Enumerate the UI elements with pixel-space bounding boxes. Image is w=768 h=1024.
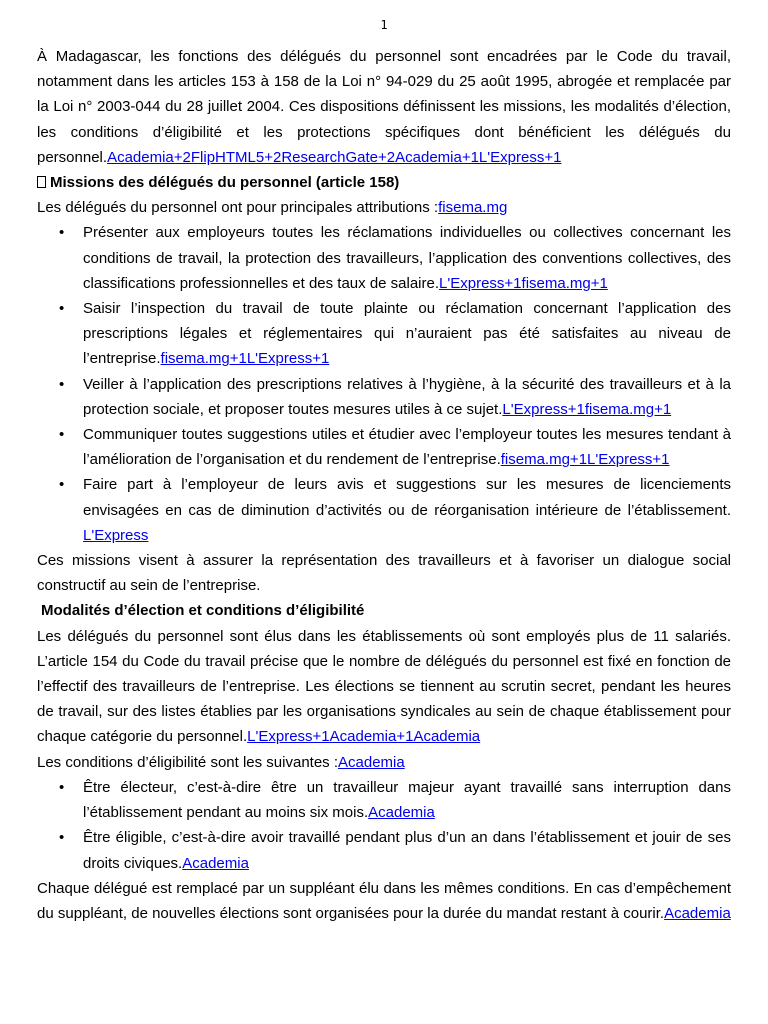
source-link[interactable]: L'Express+1fisema.mg+1 [502,400,672,418]
election-source-link[interactable]: L'Express+1Academia+1Academia [247,728,481,746]
list-item: • Faire part à l’employeur de leurs avis et suggestions sur les mesures de licenciements envisagées en cas de diminution d’activités ou de réorganisation intérieure de l’établissement. L'Express [83,472,731,548]
document-body [37,44,731,926]
source-link[interactable]: Academia [182,854,249,872]
conditions-lead-link[interactable]: Academia [338,753,405,771]
replacement-source-link[interactable]: Academia [664,904,731,922]
source-link[interactable]: fisema.mg+1L'Express+1 [160,350,330,368]
list-item: • Être éligible, c’est-à-dire avoir travaillé pendant plus d’un an dans l’établissement et jouir de ses droits civiques.Academia [83,825,731,875]
source-link[interactable]: fisema.mg+1L'Express+1 [500,451,670,469]
conditions-list [37,775,731,876]
missions-closing: Ces missions visent à assurer la représentation des travailleurs et à favoriser un dialogue social constructif au sein de l’entreprise. [37,552,731,595]
list-item: • Être électeur, c’est-à-dire être un travailleur majeur ayant travaillé sans interruption dans l’établissement pendant au moins six mois.Academia [83,775,731,825]
conditions-lead: Les conditions d’éligibilité sont les suivantes :Academia [37,753,405,771]
list-item: • Saisir l’inspection du travail de toute plainte ou réclamation concernant l’application des prescriptions légales et réglementaires qui n’auraient pas été satisfaites au niveau de l’entreprise.fisema.mg+1L'Express+1 [83,296,731,372]
list-item: • Communiquer toutes suggestions utiles et étudier avec l’employeur toutes les mesures tendant à l’amélioration de l’organisation et du rendement de l’entreprise.fisema.mg+1L'Express+1 [83,422,731,472]
missions-list [37,220,731,548]
missions-heading: Missions des délégués du personnel (article 158) [37,170,731,195]
source-link[interactable]: L'Express+1fisema.mg+1 [439,274,608,292]
list-item: • Veiller à l’application des prescriptions relatives à l’hygiène, à la sécurité des travailleurs et à la protection sociale, et proposer toutes mesures utiles à ce sujet.L'Express+1fisema.mg+1 [83,372,731,422]
missions-lead-link[interactable]: fisema.mg [438,199,508,217]
source-link[interactable]: Academia [368,804,435,822]
page-number: 1 [380,18,388,32]
missions-lead: Les délégués du personnel ont pour principales attributions :fisema.mg [37,199,508,217]
missing-glyph-icon [37,176,46,188]
list-item: • Présenter aux employeurs toutes les réclamations individuelles ou collectives concernant les conditions de travail, la protection des travailleurs, l’application des conventions collectives, des classifications professionnelles et des taux de salaire.L'Express+1fisema.mg+1 [83,220,731,296]
intro-paragraph: À Madagascar, les fonctions des délégués du personnel sont encadrées par le Code du travail, notamment dans les articles 153 à 158 de la Loi n° 94-029 du 25 août 1995, abrogée et remplacée par la Loi n° 2003-044 du 28 juillet 2004. Ces dispositions définissent les missions, les modalités d’élection, les conditions d’éligibilité et les protections spécifiques dont bénéficient les délégués du personnel.Academia+2FlipHTML5+2ResearchGate+2Academia+1L'Express+1 [37,48,731,166]
election-heading: Modalités d’élection et conditions d’éligibilité [41,602,365,620]
source-link[interactable]: L'Express [83,526,149,544]
replacement-paragraph: Chaque délégué est remplacé par un suppléant élu dans les mêmes conditions. En cas d’empêchement du suppléant, de nouvelles élections sont organisées pour la durée du mandat restant à courir.Academia [37,879,731,922]
intro-source-link[interactable]: Academia+2FlipHTML5+2ResearchGate+2Academia+1L'Express+1 [107,148,562,166]
election-paragraph: Les délégués du personnel sont élus dans les établissements où sont employés plus de 11 salariés. L’article 154 du Code du travail précise que le nombre de délégués du personnel est fixé en fonction de l’effectif des travailleurs de l’entreprise. Les élections se tiennent au scrutin secret, pendant les heures de travail, sur des listes établies par les organisations syndicales au sein de chaque établissement pour chaque catégorie du personnel.L'Express+1Academia+1Academia [37,627,731,746]
